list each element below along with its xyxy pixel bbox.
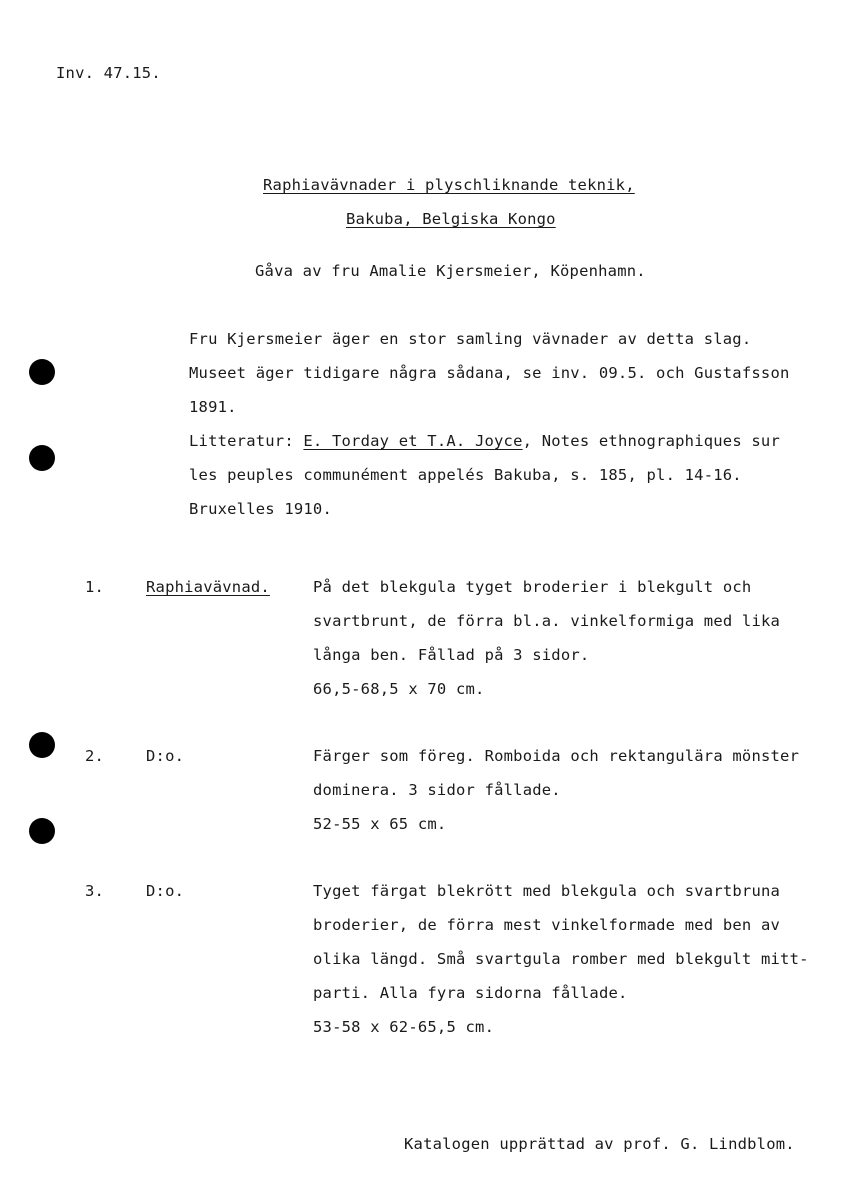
catalog-author-footer: Katalogen upprättad av prof. G. Lindblom. (404, 1135, 795, 1153)
intro-line-6: Bruxelles 1910. (189, 500, 332, 518)
intro-line-1: Fru Kjersmeier äger en stor samling vävnader av detta slag. (189, 330, 752, 348)
entry-3-line-4: parti. Alla fyra sidorna fållade. (313, 984, 628, 1002)
entry-2-line-1: Färger som föreg. Romboida och rektangulära mönster (313, 747, 800, 765)
entry-3-name: D:o. (146, 882, 185, 900)
entry-3-line-1: Tyget färgat blekrött med blekgula och svartbruna (313, 882, 781, 900)
intro-line-3: 1891. (189, 398, 237, 416)
entry-2-name: D:o. (146, 747, 185, 765)
entry-1-line-3: långa ben. Fållad på 3 sidor. (313, 646, 590, 664)
entry-3-line-2: broderier, de förra mest vinkelformade med ben av (313, 916, 781, 934)
entry-1-line-2: svartbrunt, de förra bl.a. vinkelformiga med lika (313, 612, 781, 630)
title-line-1: Raphiavävnader i plyschliknande teknik, (263, 176, 635, 194)
entry-1-name: Raphiavävnad. (146, 578, 270, 596)
entry-2-dimensions: 52-55 x 65 cm. (313, 815, 447, 833)
literature-title: , Notes ethnographiques sur (522, 432, 780, 450)
punch-hole-4 (29, 818, 55, 844)
donor-line: Gåva av fru Amalie Kjersmeier, Köpenhamn. (255, 262, 646, 280)
entry-2-line-2: dominera. 3 sidor fållade. (313, 781, 561, 799)
entry-3-dimensions: 53-58 x 62-65,5 cm. (313, 1018, 495, 1036)
entry-2-number: 2. (85, 747, 105, 765)
literature-label: Litteratur: (189, 432, 304, 450)
entry-1-dimensions: 66,5-68,5 x 70 cm. (313, 680, 485, 698)
title-line-2: Bakuba, Belgiska Kongo (346, 210, 556, 228)
punch-hole-2 (29, 445, 55, 471)
intro-line-5: les peuples communément appelés Bakuba, s. 185, pl. 14-16. (189, 466, 742, 484)
entry-1-line-1: På det blekgula tyget broderier i blekgult och (313, 578, 752, 596)
inventory-number: Inv. 47.15. (56, 64, 161, 82)
entry-3-line-3: olika längd. Små svartgula romber med blekgult mitt- (313, 950, 809, 968)
literature-line (189, 432, 780, 450)
punch-hole-3 (29, 732, 55, 758)
punch-hole-1 (29, 359, 55, 385)
intro-line-2: Museet äger tidigare några sådana, se inv. 09.5. och Gustafsson (189, 364, 790, 382)
entry-3-number: 3. (85, 882, 105, 900)
entry-1-number: 1. (85, 578, 105, 596)
literature-authors: E. Torday et T.A. Joyce (303, 432, 523, 450)
